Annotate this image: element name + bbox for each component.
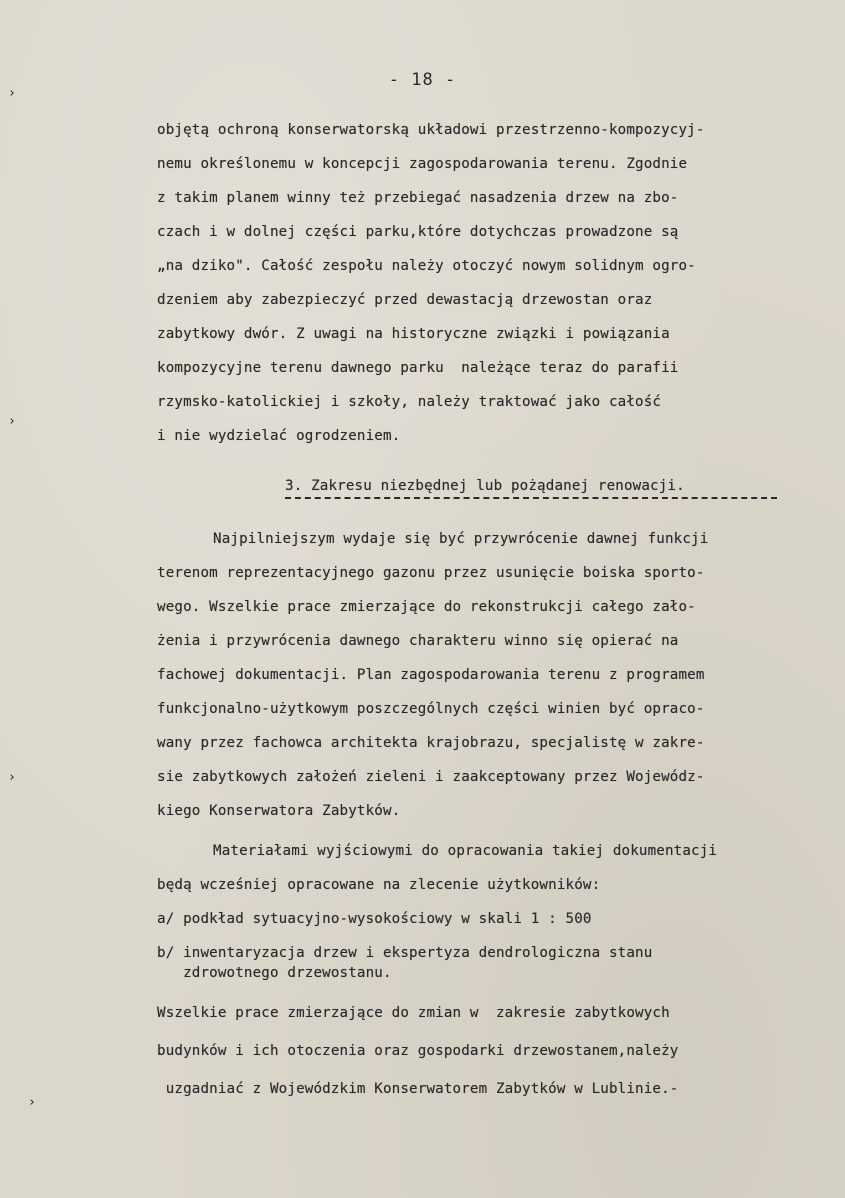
text-line: kiego Konserwatora Zabytków. [157, 803, 401, 819]
text-line: i nie wydzielać ogrodzeniem. [157, 428, 401, 444]
list-item: b/ inwentaryzacja drzew i ekspertyza dendrologiczna stanu [157, 945, 653, 961]
text-line: będą wcześniej opracowane na zlecenie użytkowników: [157, 877, 601, 893]
section-heading: 3. Zakresu niezbędnej lub pożądanej renowacji. [285, 478, 685, 494]
page-number: - 18 - [388, 70, 457, 90]
list-item: zdrowotnego drzewostanu. [157, 965, 392, 981]
margin-mark: › [8, 414, 16, 429]
text-line: „na dziko". Całość zespołu należy otoczyć nowym solidnym ogro- [157, 258, 696, 274]
margin-mark: › [8, 770, 16, 785]
text-line: wego. Wszelkie prace zmierzające do rekonstrukcji całego zało- [157, 599, 696, 615]
text-line: zabytkowy dwór. Z uwagi na historyczne związki i powiązania [157, 326, 670, 342]
text-line: Najpilniejszym wydaje się być przywrócenie dawnej funkcji [213, 531, 709, 547]
list-item: a/ podkład sytuacyjno-wysokościowy w skali 1 : 500 [157, 911, 592, 927]
text-line: sie zabytkowych założeń zieleni i zaakceptowany przez Wojewódz- [157, 769, 705, 785]
text-line: Wszelkie prace zmierzające do zmian w zakresie zabytkowych [157, 1005, 670, 1021]
text-line: uzgadniać z Wojewódzkim Konserwatorem Zabytków w Lublinie.- [157, 1081, 679, 1097]
text-line: terenom reprezentacyjnego gazonu przez usunięcie boiska sporto- [157, 565, 705, 581]
text-line: rzymsko-katolickiej i szkoły, należy traktować jako całość [157, 394, 662, 410]
text-line: budynków i ich otoczenia oraz gospodarki drzewostanem,należy [157, 1043, 679, 1059]
text-line: z takim planem winny też przebiegać nasadzenia drzew na zbo- [157, 190, 679, 206]
text-line: kompozycyjne terenu dawnego parku należące teraz do parafii [157, 360, 679, 376]
text-line: dzeniem aby zabezpieczyć przed dewastacją drzewostan oraz [157, 292, 653, 308]
text-line: fachowej dokumentacji. Plan zagospodarowania terenu z programem [157, 667, 705, 683]
text-line: żenia i przywrócenia dawnego charakteru winno się opierać na [157, 633, 679, 649]
text-line: funkcjonalno-użytkowym poszczególnych części winien być opraco- [157, 701, 705, 717]
text-line: objętą ochroną konserwatorską układowi przestrzenno-kompozycyj- [157, 122, 705, 138]
margin-mark: › [28, 1095, 36, 1110]
text-line: nemu określonemu w koncepcji zagospodarowania terenu. Zgodnie [157, 156, 688, 172]
text-line: wany przez fachowca architekta krajobrazu, specjalistę w zakre- [157, 735, 705, 751]
text-line: czach i w dolnej części parku,które dotychczas prowadzone są [157, 224, 679, 240]
margin-mark: › [8, 86, 16, 101]
heading-underline [285, 497, 777, 499]
text-line: Materiałami wyjściowymi do opracowania takiej dokumentacji [213, 843, 718, 859]
